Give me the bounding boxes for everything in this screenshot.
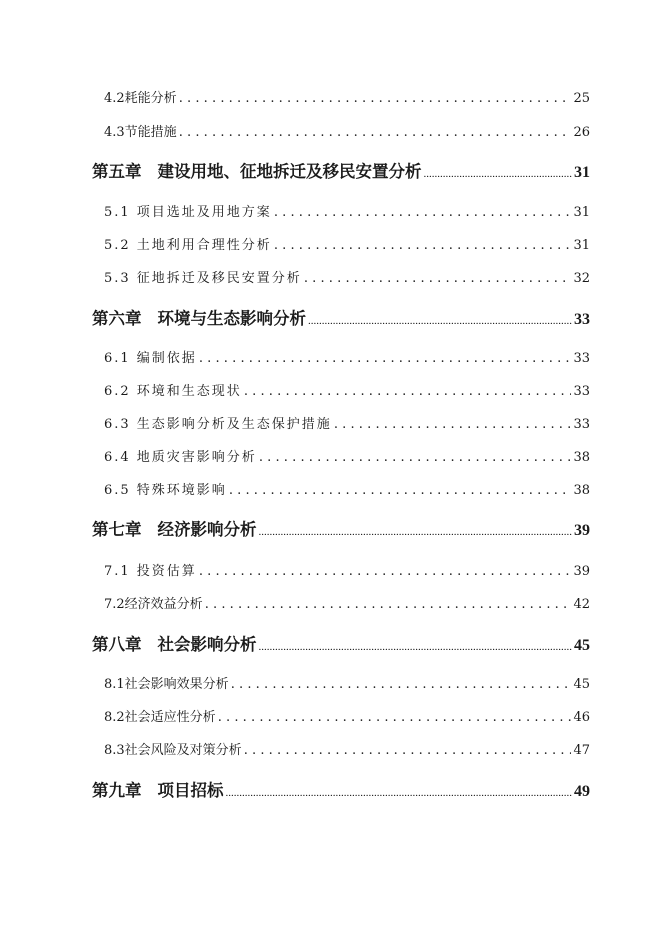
entry-page: 31 xyxy=(573,238,590,253)
toc-entry-7-1[interactable] xyxy=(104,560,590,579)
entry-page: 33 xyxy=(573,384,590,399)
entry-page: 45 xyxy=(573,677,590,692)
entry-title: 8.2社会适应性分析 xyxy=(104,710,216,725)
toc-entry-6-4[interactable] xyxy=(104,446,590,465)
entry-page: 47 xyxy=(573,743,590,758)
dot-leader xyxy=(244,384,572,399)
chapter-title: 经济影响分析 xyxy=(157,520,257,539)
toc-entry-8-1[interactable] xyxy=(104,673,590,692)
entry-title: 5.1 项目选址及用地方案 xyxy=(104,205,272,220)
dot-leader xyxy=(229,483,572,498)
chapter-number: 第九章 xyxy=(92,781,142,800)
entry-title: 5.3 征地拆迁及移民安置分析 xyxy=(104,271,302,286)
dot-leader xyxy=(199,351,572,366)
entry-page: 46 xyxy=(573,710,590,725)
chapter-title: 项目招标 xyxy=(157,781,224,800)
entry-title: 4.3节能措施 xyxy=(104,125,177,140)
toc-entry-5-2[interactable] xyxy=(104,234,590,253)
dot-leader xyxy=(199,564,572,579)
entry-page: 33 xyxy=(573,417,590,432)
entry-title: 6.3 生态影响分析及生态保护措施 xyxy=(104,417,332,432)
entry-page: 38 xyxy=(573,483,590,498)
toc-entry-5-1[interactable] xyxy=(104,201,590,220)
dot-leader xyxy=(231,677,572,692)
dot-leader xyxy=(179,125,572,140)
dot-leader xyxy=(259,450,572,465)
dot-leader xyxy=(218,710,572,725)
toc-chapter-9[interactable] xyxy=(92,777,590,801)
chapter-title: 建设用地、征地拆迁及移民安置分析 xyxy=(157,162,422,181)
entry-title: 4.2耗能分析 xyxy=(104,91,177,106)
entry-title: 6.4 地质灾害影响分析 xyxy=(104,450,257,465)
toc-chapter-7[interactable] xyxy=(92,516,590,540)
toc-chapter-6[interactable] xyxy=(92,305,590,329)
chapter-page: 33 xyxy=(574,311,590,328)
toc-entry-6-5[interactable] xyxy=(104,479,590,498)
chapter-page: 39 xyxy=(574,522,590,539)
dot-leader xyxy=(308,315,572,327)
entry-title: 8.3社会风险及对策分析 xyxy=(104,743,242,758)
toc-chapter-8[interactable] xyxy=(92,631,590,655)
toc-entry-6-1[interactable] xyxy=(104,347,590,366)
chapter-page: 45 xyxy=(574,637,590,654)
toc-entry-7-2[interactable] xyxy=(104,593,590,612)
chapter-number: 第六章 xyxy=(92,309,142,328)
toc-entry-4-2[interactable] xyxy=(104,87,590,106)
entry-page: 38 xyxy=(573,450,590,465)
toc-chapter-5[interactable] xyxy=(92,158,590,182)
dot-leader xyxy=(205,597,572,612)
entry-page: 32 xyxy=(573,271,590,286)
entry-page: 42 xyxy=(573,597,590,612)
toc-entry-5-3[interactable] xyxy=(104,267,590,286)
dot-leader xyxy=(424,168,573,180)
dot-leader xyxy=(259,526,573,538)
entry-title: 7.1 投资估算 xyxy=(104,564,197,579)
dot-leader xyxy=(244,743,572,758)
entry-title: 8.1社会影响效果分析 xyxy=(104,677,229,692)
entry-page: 39 xyxy=(573,564,590,579)
chapter-number: 第五章 xyxy=(92,162,142,181)
chapter-page: 49 xyxy=(574,783,590,800)
dot-leader xyxy=(259,641,573,653)
toc-entry-8-3[interactable] xyxy=(104,739,590,758)
chapter-title: 社会影响分析 xyxy=(157,635,257,654)
toc-entry-6-2[interactable] xyxy=(104,380,590,399)
entry-title: 7.2经济效益分析 xyxy=(104,597,203,612)
entry-title: 6.5 特殊环境影响 xyxy=(104,483,227,498)
chapter-title: 环境与生态影响分析 xyxy=(157,309,306,328)
entry-page: 26 xyxy=(573,125,590,140)
entry-title: 6.2 环境和生态现状 xyxy=(104,384,242,399)
toc-entry-6-3[interactable] xyxy=(104,413,590,432)
chapter-page: 31 xyxy=(574,164,590,181)
chapter-number: 第七章 xyxy=(92,520,142,539)
dot-leader xyxy=(274,205,572,220)
chapter-number: 第八章 xyxy=(92,635,142,654)
entry-page: 31 xyxy=(573,205,590,220)
entry-page: 33 xyxy=(573,351,590,366)
dot-leader xyxy=(226,787,573,799)
dot-leader xyxy=(304,271,572,286)
entry-title: 5.2 土地利用合理性分析 xyxy=(104,238,272,253)
dot-leader xyxy=(334,417,572,432)
toc-entry-4-3[interactable] xyxy=(104,121,590,140)
toc-entry-8-2[interactable] xyxy=(104,706,590,725)
dot-leader xyxy=(179,91,572,106)
entry-title: 6.1 编制依据 xyxy=(104,351,197,366)
entry-page: 25 xyxy=(573,91,590,106)
dot-leader xyxy=(274,238,572,253)
